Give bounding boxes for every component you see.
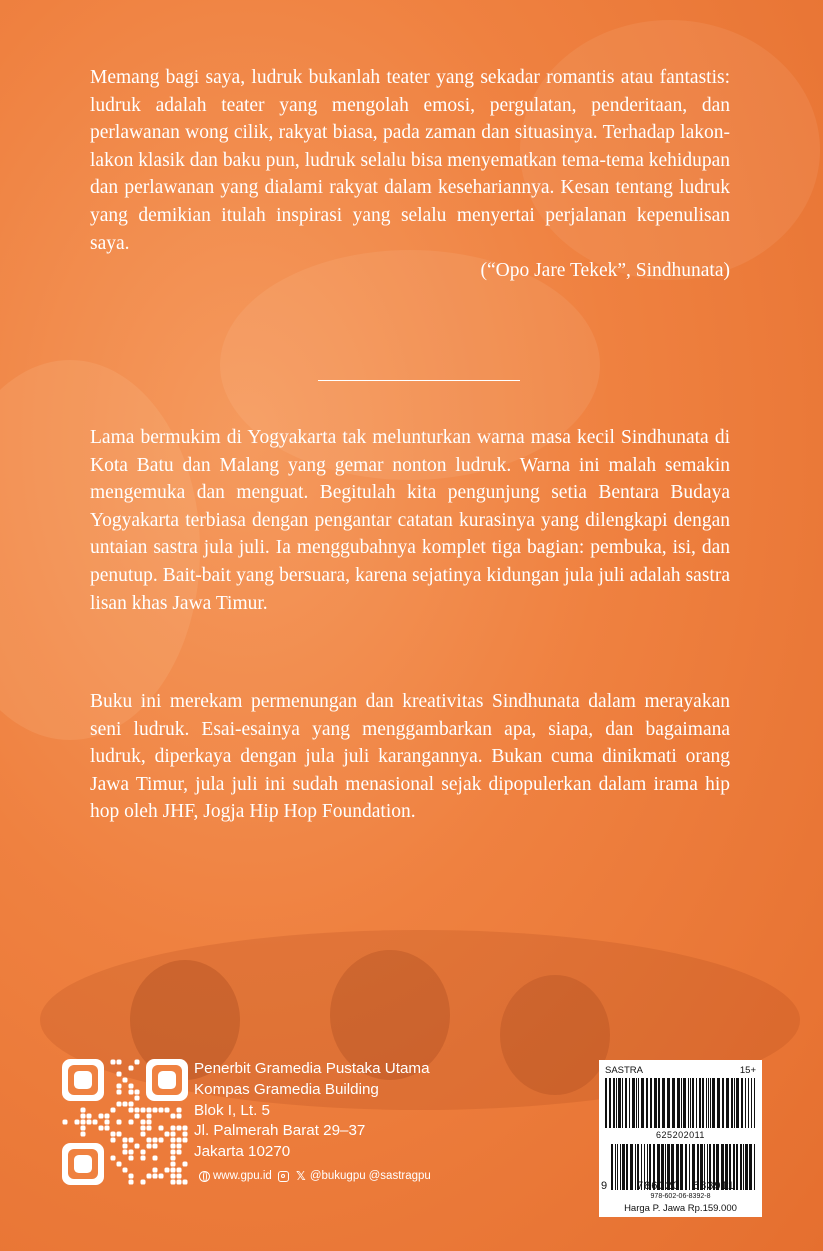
isbn-group: 683911: [693, 1180, 735, 1192]
publisher-name: Penerbit Gramedia Pustaka Utama: [194, 1060, 430, 1077]
isbn-group: 786020: [637, 1180, 680, 1192]
barcode-top: [605, 1078, 756, 1128]
publisher-address: [194, 1059, 430, 1163]
blurb-text: Buku ini merekam permenungan dan kreativitas Sindhunata dalam merayakan seni ludruk. Esai-esainya yang menggambarkan apa, siapa, dan bagaimana ludruk, diperkaya dengan jula juli karangannya. Bukan cuma dinikmati orang Jawa Timur, jula juli ini sudah menasional sejak dipopulerkan dalam irama hip hop oleh JHF, Jogja Hip Hop Foundation.: [90, 691, 730, 823]
quote-attribution: (“Opo Jare Tekek”, Sindhunata): [480, 260, 730, 282]
qr-code: [62, 1059, 188, 1185]
blurb-paragraph-2: [90, 688, 730, 826]
barcode-panel: [599, 1060, 762, 1217]
address-line: Kompas Gramedia Building: [194, 1080, 379, 1098]
divider-line: [318, 380, 520, 381]
address-line: Jl. Palmerah Barat 29–37: [194, 1122, 366, 1140]
quote-text: Memang bagi saya, ludruk bukanlah teater yang sekadar romantis atau fantastis: ludruk adalah teater yang mengolah emosi, pergulatan, penderitaan, dan perlawanan wong cilik, rakyat biasa, pada zaman dan situasinya. Terhadap lakon-lakon klasik dan baku pun, ludruk selalu bisa menyematkan tema-tema kehidupan dan perlawanan yang dialami rakyat dalam kesehariannya. Kesan tentang ludruk yang demikian itulah inspirasi yang selalu menyertai perjalanan kepenulisan saya.: [90, 67, 730, 254]
quote-block: [90, 64, 730, 285]
price-label: Harga P. Jawa Rp.159.000: [624, 1203, 737, 1214]
barcode-number: 625202011: [656, 1130, 705, 1140]
isbn-text: 978-602-06-8392-8: [650, 1193, 711, 1200]
website-link[interactable]: www.gpu.id: [213, 1170, 272, 1182]
globe-icon: [199, 1171, 210, 1182]
address-line: Jakarta 10270: [194, 1143, 291, 1161]
address-line: Blok I, Lt. 5: [194, 1101, 270, 1119]
social-handle[interactable]: @bukugpu: [309, 1170, 366, 1182]
background-face: [500, 975, 610, 1095]
age-rating: 15+: [739, 1065, 756, 1076]
instagram-icon: [278, 1171, 289, 1182]
social-handle[interactable]: @sastragpu: [368, 1170, 431, 1182]
x-icon: 𝕏: [295, 1168, 306, 1183]
isbn-digit: 9: [601, 1180, 608, 1192]
social-links: [196, 1170, 431, 1182]
category-label: SASTRA: [605, 1065, 644, 1076]
blurb-paragraph-1: [90, 424, 730, 617]
blurb-text: Lama bermukim di Yogyakarta tak melunturkan warna masa kecil Sindhunata di Kota Batu dan Malang yang gemar nonton ludruk. Warna ini malah semakin mengemuka dan menguat. Begitulah kita pengunjung setia Bentara Budaya Yogyakarta terbiasa dengan pengantar catatan kurasinya yang dilengkapi dengan untaian sastra jula juli. Ia menggubahnya komplet tiga bagian: pembuka, isi, dan penutup. Bait-bait yang bersuara, karena sejatinya kidungan jula juli adalah sastra lisan khas Jawa Timur.: [90, 427, 730, 614]
